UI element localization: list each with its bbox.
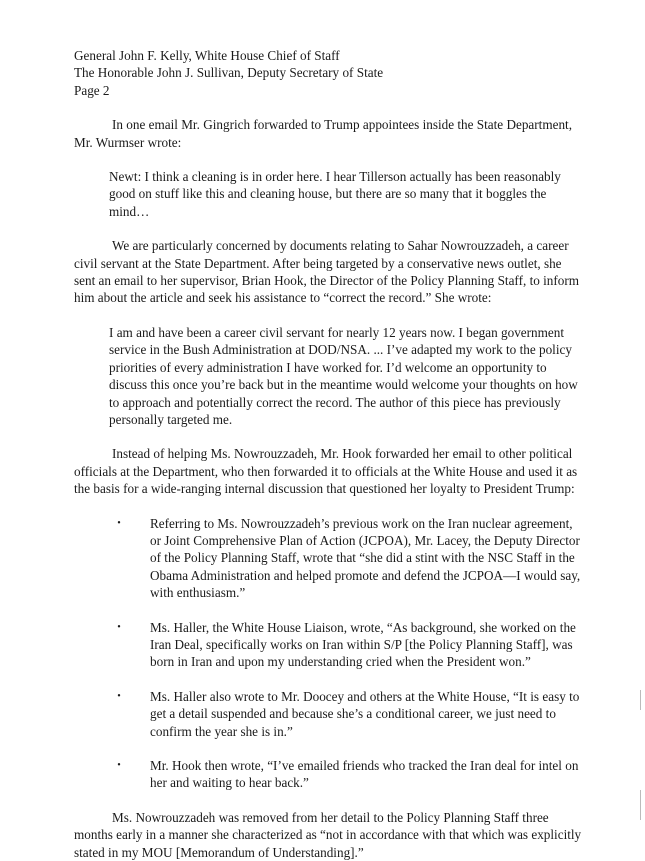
bullet-dot-icon: • xyxy=(117,621,121,633)
bullet-text: Ms. Haller, the White House Liaison, wrote, “As background, she worked on the Iran Deal, specifically works on Iran within S/P [the Policy Planning Staff], was born in Iran and upon my understanding cried when the President won.” xyxy=(150,619,576,670)
bullet-dot-icon: • xyxy=(117,760,121,771)
bullet-text: Referring to Ms. Nowrouzzadeh’s previous work on the Iran nuclear agreement, or Joint Comprehensive Plan of Action (JCPOA), Mr. Lacey, the Deputy Director of the Policy Planning Staff, wrote that “she did a stint with the NSC Staff in the Obama Administration and helped promote and defend the JCPOA—I would say, with enthusiasm.” xyxy=(150,515,581,601)
addressee-kelly: General John F. Kelly, White House Chief of Staff xyxy=(74,48,340,63)
bullet-dot-icon: • xyxy=(117,517,121,529)
bullet-item-hook xyxy=(74,757,585,792)
scan-edge-mark xyxy=(640,790,641,820)
page-number: Page 2 xyxy=(74,82,110,98)
bullet-item-haller-detail xyxy=(74,688,585,740)
paragraph-gingrich-email: In one email Mr. Gingrich forwarded to Trump appointees inside the State Department, Mr. Wurmser wrote: xyxy=(74,117,572,150)
bullet-list xyxy=(74,515,585,792)
bullet-text: Ms. Haller also wrote to Mr. Doocey and others at the White House, “It is easy to get a detail suspended and because she’s a conditional career, we just need to confirm the year she is in.” xyxy=(150,688,580,739)
paragraph-hook-forwarded: Instead of helping Ms. Nowrouzzadeh, Mr. Hook forwarded her email to other political officials at the Department, who then forwarded it to officials at the White House and used it as the basis for a wide-ranging internal discussion that questioned her loyalty to President Trump: xyxy=(74,446,578,497)
scan-edge-mark xyxy=(640,690,641,710)
quote-nowrouzzadeh: I am and have been a career civil servant for nearly 12 years now. I began government service in the Bush Administration at DOD/NSA. ... I’ve adapted my work to the policy priorities of every administration I have worked for. I’d welcome an opportunity to discuss this once you’re back but in the meantime would welcome your thoughts on how to approach and potentially correct the record. The author of this piece has previously personally targeted me. xyxy=(109,324,578,427)
paragraph-removed-from-detail: Ms. Nowrouzzadeh was removed from her detail to the Policy Planning Staff three months early in a manner she characterized as “not in accordance with that which was explicitly stated in my MOU [Memorandum of Understanding].” xyxy=(74,809,582,860)
bullet-item-haller-background xyxy=(74,619,585,671)
bullet-dot-icon: • xyxy=(117,690,121,702)
paragraph-nowrouzzadeh-concern: We are particularly concerned by documents relating to Sahar Nowrouzzadeh, a career civil servant at the State Department. After being targeted by a conservative news outlet, she sent an email to her supervisor, Brian Hook, the Director of the Policy Planning Staff, to inform him about the article and seek his assistance to “correct the record.” She wrote: xyxy=(74,238,580,306)
bullet-text: Mr. Hook then wrote, “I’ve emailed friends who tracked the Iran deal for intel on her and waiting to hear back.” xyxy=(150,758,579,791)
letter-header xyxy=(74,47,585,99)
bullet-item-lacey xyxy=(74,515,585,602)
addressee-sullivan: The Honorable John J. Sullivan, Deputy Secretary of State xyxy=(74,65,384,81)
quote-wurmser: Newt: I think a cleaning is in order here. I hear Tillerson actually has been reasonably good on stuff like this and cleaning house, but there are so many that it boggles the mind… xyxy=(109,169,561,219)
